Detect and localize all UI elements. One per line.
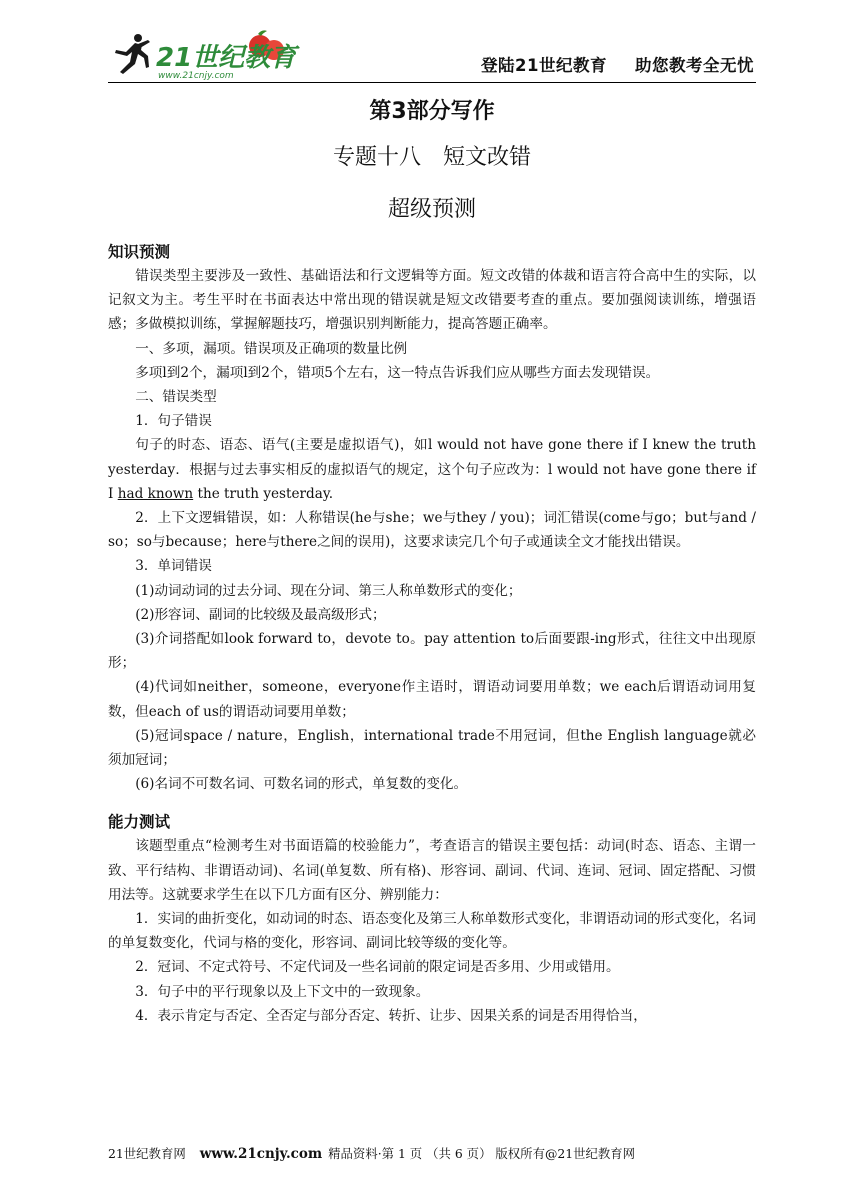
topic-title: 专题十八 短文改错 — [332, 145, 531, 170]
example-text-end: the truth yesterday. — [193, 485, 334, 502]
list-item: (4)代词如neither，someone，everyone作主语时，谓语动词要用单数；we each后谓语动词用复数，但each of us的谓语动词要用单数； — [108, 679, 756, 720]
header-slogan — [481, 52, 754, 76]
list-item: 4．表示肯定与否定、全否定与部分否定、转折、让步、因果关系的词是否用得恰当， — [135, 1007, 647, 1024]
paragraph: 该题型重点“检测考生对书面语篇的校验能力”，考查语言的错误主要包括：动词(时态、语态、主谓一致、平行结构、非谓语动词)、名词(单复数、所有格)、形容词、副词、代词、连词、冠词、固定搭配、习惯用法等。这就要求学生在以下几方面有区分、辨别能力： — [108, 838, 756, 903]
list-item: (1)动词动词的过去分词、现在分词、第三人称单数形式的变化； — [135, 582, 522, 599]
paragraph-example — [108, 433, 756, 506]
footer-info: 精品资料·第 1 页 （共 6 页） 版权所有@21世纪教育网 — [328, 1146, 636, 1161]
list-item: (5)冠词space / nature，English，international trade不用冠词，但the English language就必须加冠词； — [108, 727, 756, 769]
footer-site: 21世纪教育网 — [108, 1146, 186, 1161]
sub-title: 超级预测 — [387, 197, 476, 222]
paragraph: 二、错误类型 — [135, 389, 217, 406]
page-header — [108, 26, 756, 83]
paragraph: 2．上下文逻辑错误，如：人称错误(he与she；we与they / you)；词汇错误(come与go；but与and / so；so与because；here与there之间的误用)，这要求读完几个句子或通读全文才能找出错误。 — [108, 510, 756, 551]
footer-url-link[interactable]: www.21cnjy.com — [199, 1146, 323, 1162]
list-item: 2．冠词、不定式符号、不定代词及一些名词前的限定词是否多用、少用或错用。 — [135, 959, 620, 976]
logo-url: www.21cnjy.com — [158, 71, 234, 80]
paragraph: 1．句子错误 — [135, 413, 212, 430]
list-item: (2)形容词、副词的比较级及最高级形式； — [135, 606, 386, 623]
section-heading-knowledge: 知识预测 — [108, 243, 171, 261]
paragraph: 错误类型主要涉及一致性、基础语法和行文逻辑等方面。短文改错的体裁和语言符合高中生的实际，以记叙文为主。考生平时在书面表达中常出现的错误就是短文改错要考查的重点。要加强阅读训练，增强语感；多做模拟训练，掌握解题技巧，增强识别判断能力，提高答题正确率。 — [108, 268, 756, 333]
slogan-right: 助您教考全无忧 — [635, 56, 754, 75]
list-item: (6)名词不可数名词、可数名词的形式，单复数的变化。 — [135, 776, 468, 793]
list-item: 1．实词的曲折变化，如动词的时态、语态变化及第三人称单数形式变化，非谓语动词的形式变化，名词的单复数变化，代词与格的变化，形容词、副词比较等级的变化等。 — [108, 911, 756, 952]
paragraph: 一、多项，漏项。错误项及正确项的数量比例 — [135, 340, 408, 357]
page-footer — [108, 1144, 756, 1162]
site-logo — [108, 28, 308, 80]
document-body — [108, 92, 756, 1028]
paragraph: 3．单词错误 — [135, 558, 212, 575]
paragraph: 多项l到2个，漏项l到2个，错项5个左右，这一特点告诉我们应从哪些方面去发现错误。 — [135, 364, 660, 381]
runner-icon — [115, 34, 150, 74]
example-text: 句子的时态、语态、语气(主要是虚拟语气)，如l would not have gone there if I knew the truth yesterday．根据与过去事实相反的虚拟语气的规定，这个句子应改为：l would not have gone there if I — [108, 437, 756, 502]
logo-text: 21世纪教育 — [156, 43, 297, 73]
slogan-left: 登陆21世纪教育 — [481, 56, 607, 75]
list-item: (3)介词搭配如look forward to，devote to。pay attention to后面要跟-ing形式，往往文中出现原形； — [108, 631, 756, 672]
part-title: 第3部分写作 — [369, 99, 495, 124]
section-heading-ability: 能力测试 — [108, 813, 171, 832]
underlined-correction: had known — [117, 485, 194, 502]
list-item: 3．句子中的平行现象以及上下文中的一致现象。 — [135, 983, 430, 1000]
